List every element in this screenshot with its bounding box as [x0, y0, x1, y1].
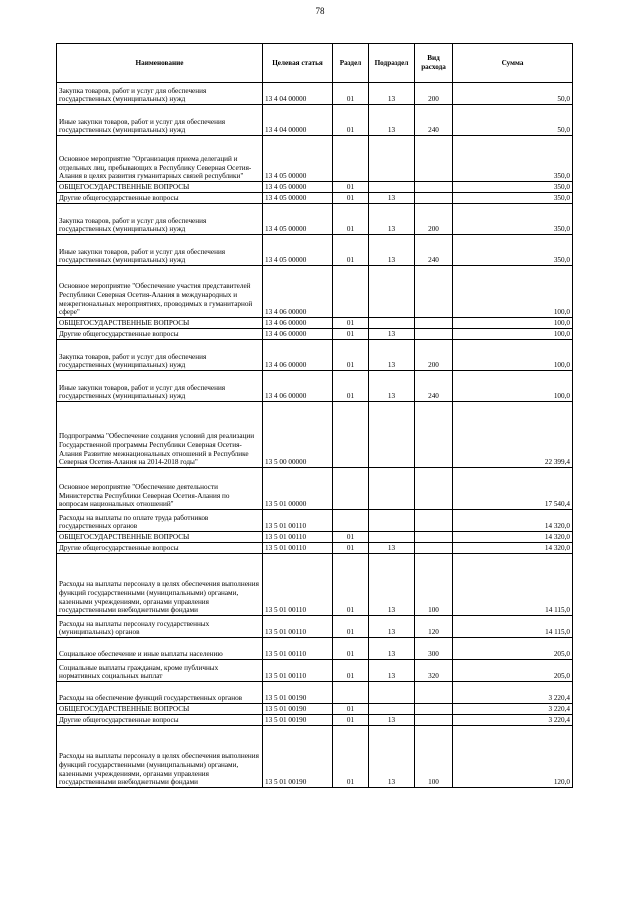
row-expense-type — [415, 510, 453, 532]
row-sum: 3 220,4 — [453, 682, 573, 704]
row-target-code: 13 4 05 00000 — [263, 182, 333, 193]
table-row — [57, 340, 573, 371]
row-section — [333, 402, 369, 468]
row-sum: 100,0 — [453, 318, 573, 329]
row-name: Подпрограмма "Обеспечение создания условий для реализации Государственной программы Республики Северная Осетия-Алания Развитие межнациональных отношений в Республике Северная Осетия-Алания на 2014-2018 годы" — [57, 402, 263, 468]
row-name: Закупка товаров, работ и услуг для обеспечения государственных (муниципальных) нужд — [57, 83, 263, 105]
row-sum: 205,0 — [453, 660, 573, 682]
row-subsection: 13 — [369, 105, 415, 136]
row-expense-type: 200 — [415, 204, 453, 235]
row-name: ОБЩЕГОСУДАРСТВЕННЫЕ ВОПРОСЫ — [57, 532, 263, 543]
row-subsection: 13 — [369, 726, 415, 788]
row-section: 01 — [333, 660, 369, 682]
row-sum: 350,0 — [453, 136, 573, 182]
row-subsection: 13 — [369, 554, 415, 616]
row-sum: 100,0 — [453, 340, 573, 371]
row-subsection: 13 — [369, 235, 415, 266]
row-section: 01 — [333, 329, 369, 340]
row-subsection — [369, 266, 415, 318]
table-row — [57, 193, 573, 204]
row-section: 01 — [333, 726, 369, 788]
row-subsection — [369, 318, 415, 329]
row-section: 01 — [333, 318, 369, 329]
row-subsection: 13 — [369, 371, 415, 402]
table-header-row — [57, 44, 573, 83]
row-expense-type — [415, 182, 453, 193]
header-subsection: Подраздел — [369, 44, 415, 83]
row-name: Иные закупки товаров, работ и услуг для обеспечения государственных (муниципальных) нужд — [57, 371, 263, 402]
row-expense-type — [415, 193, 453, 204]
header-expense-type: Вид расхода — [415, 44, 453, 83]
row-sum: 50,0 — [453, 105, 573, 136]
row-expense-type — [415, 532, 453, 543]
row-expense-type: 100 — [415, 726, 453, 788]
row-name: ОБЩЕГОСУДАРСТВЕННЫЕ ВОПРОСЫ — [57, 704, 263, 715]
row-sum: 17 540,4 — [453, 468, 573, 510]
row-section: 01 — [333, 340, 369, 371]
row-target-code: 13 5 01 00110 — [263, 660, 333, 682]
row-sum: 350,0 — [453, 204, 573, 235]
row-expense-type: 320 — [415, 660, 453, 682]
table-row — [57, 318, 573, 329]
header-code: Целевая статья — [263, 44, 333, 83]
row-expense-type — [415, 402, 453, 468]
row-target-code: 13 5 00 00000 — [263, 402, 333, 468]
row-target-code: 13 5 01 00190 — [263, 715, 333, 726]
row-sum: 120,0 — [453, 726, 573, 788]
row-subsection: 13 — [369, 638, 415, 660]
row-name: Другие общегосударственные вопросы — [57, 543, 263, 554]
table-row — [57, 402, 573, 468]
row-section: 01 — [333, 235, 369, 266]
row-name: Закупка товаров, работ и услуг для обеспечения государственных (муниципальных) нужд — [57, 204, 263, 235]
row-section: 01 — [333, 371, 369, 402]
table-row — [57, 266, 573, 318]
row-section — [333, 136, 369, 182]
row-section: 01 — [333, 543, 369, 554]
row-section: 01 — [333, 638, 369, 660]
row-expense-type — [415, 468, 453, 510]
table-row — [57, 660, 573, 682]
row-sum: 100,0 — [453, 329, 573, 340]
header-section: Раздел — [333, 44, 369, 83]
row-expense-type: 120 — [415, 616, 453, 638]
row-name: Основное мероприятие "Обеспечение деятельности Министерства Республики Северная Осетия-Алания по вопросам национальных отношений" — [57, 468, 263, 510]
row-section: 01 — [333, 715, 369, 726]
table-row — [57, 136, 573, 182]
row-sum: 3 220,4 — [453, 715, 573, 726]
row-expense-type: 100 — [415, 554, 453, 616]
table-row — [57, 554, 573, 616]
row-name: Основное мероприятие "Организация приема делегаций и отдельных лиц, пребывающих в Республику Северная Осетия-Алания в целях развития гуманитарных связей республики" — [57, 136, 263, 182]
row-target-code: 13 4 06 00000 — [263, 329, 333, 340]
table-row — [57, 182, 573, 193]
row-sum: 3 220,4 — [453, 704, 573, 715]
row-expense-type — [415, 704, 453, 715]
row-name: ОБЩЕГОСУДАРСТВЕННЫЕ ВОПРОСЫ — [57, 318, 263, 329]
table-row — [57, 616, 573, 638]
row-target-code: 13 5 01 00110 — [263, 638, 333, 660]
row-target-code: 13 5 01 00190 — [263, 682, 333, 704]
row-section: 01 — [333, 616, 369, 638]
row-name: Расходы на обеспечение функций государственных органов — [57, 682, 263, 704]
row-sum: 14 320,0 — [453, 510, 573, 532]
row-target-code: 13 5 01 00190 — [263, 726, 333, 788]
header-name: Наименование — [57, 44, 263, 83]
row-section — [333, 266, 369, 318]
row-section: 01 — [333, 204, 369, 235]
row-expense-type: 240 — [415, 371, 453, 402]
row-section: 01 — [333, 532, 369, 543]
row-section: 01 — [333, 83, 369, 105]
row-target-code: 13 5 01 00110 — [263, 510, 333, 532]
row-name: Социальное обеспечение и иные выплаты населению — [57, 638, 263, 660]
row-section: 01 — [333, 105, 369, 136]
row-target-code: 13 4 05 00000 — [263, 193, 333, 204]
row-name: Закупка товаров, работ и услуг для обеспечения государственных (муниципальных) нужд — [57, 340, 263, 371]
row-section — [333, 468, 369, 510]
row-subsection — [369, 532, 415, 543]
table-row — [57, 510, 573, 532]
row-name: ОБЩЕГОСУДАРСТВЕННЫЕ ВОПРОСЫ — [57, 182, 263, 193]
row-sum: 14 115,0 — [453, 616, 573, 638]
row-sum: 14 115,0 — [453, 554, 573, 616]
row-name: Социальные выплаты гражданам, кроме публичных нормативных социальных выплат — [57, 660, 263, 682]
table-row — [57, 105, 573, 136]
row-subsection — [369, 510, 415, 532]
row-name: Расходы на выплаты персоналу в целях обеспечения выполнения функций государственными (муниципальными) органами, казенными учреждениями, органами управления государственными внебюджетными фондами — [57, 554, 263, 616]
header-sum: Сумма — [453, 44, 573, 83]
row-target-code: 13 5 01 00000 — [263, 468, 333, 510]
row-target-code: 13 5 01 00110 — [263, 554, 333, 616]
row-subsection — [369, 468, 415, 510]
row-section — [333, 510, 369, 532]
row-subsection: 13 — [369, 616, 415, 638]
row-expense-type — [415, 318, 453, 329]
row-section — [333, 682, 369, 704]
row-section: 01 — [333, 704, 369, 715]
row-expense-type: 200 — [415, 340, 453, 371]
row-subsection: 13 — [369, 660, 415, 682]
row-expense-type: 200 — [415, 83, 453, 105]
table-row — [57, 543, 573, 554]
row-subsection: 13 — [369, 83, 415, 105]
row-subsection — [369, 136, 415, 182]
row-sum: 205,0 — [453, 638, 573, 660]
row-sum: 22 399,4 — [453, 402, 573, 468]
row-sum: 350,0 — [453, 193, 573, 204]
row-subsection: 13 — [369, 204, 415, 235]
row-target-code: 13 4 06 00000 — [263, 340, 333, 371]
row-name: Другие общегосударственные вопросы — [57, 329, 263, 340]
row-name: Другие общегосударственные вопросы — [57, 193, 263, 204]
row-expense-type: 240 — [415, 235, 453, 266]
row-target-code: 13 4 05 00000 — [263, 204, 333, 235]
row-subsection — [369, 182, 415, 193]
row-name: Расходы на выплаты персоналу государственных (муниципальных) органов — [57, 616, 263, 638]
table-row — [57, 532, 573, 543]
row-sum: 350,0 — [453, 235, 573, 266]
table-row — [57, 329, 573, 340]
table-row — [57, 715, 573, 726]
row-expense-type — [415, 715, 453, 726]
row-target-code: 13 4 04 00000 — [263, 105, 333, 136]
row-expense-type — [415, 682, 453, 704]
row-subsection: 13 — [369, 340, 415, 371]
table-row — [57, 726, 573, 788]
row-section: 01 — [333, 554, 369, 616]
page-number: 78 — [315, 6, 325, 16]
row-target-code: 13 4 06 00000 — [263, 371, 333, 402]
row-expense-type: 240 — [415, 105, 453, 136]
row-subsection: 13 — [369, 543, 415, 554]
row-target-code: 13 4 05 00000 — [263, 235, 333, 266]
row-name: Иные закупки товаров, работ и услуг для обеспечения государственных (муниципальных) нужд — [57, 105, 263, 136]
row-sum: 100,0 — [453, 266, 573, 318]
row-name: Другие общегосударственные вопросы — [57, 715, 263, 726]
budget-table — [56, 43, 573, 788]
table-row — [57, 83, 573, 105]
row-name: Иные закупки товаров, работ и услуг для обеспечения государственных (муниципальных) нужд — [57, 235, 263, 266]
row-sum: 100,0 — [453, 371, 573, 402]
row-section: 01 — [333, 193, 369, 204]
row-target-code: 13 4 05 00000 — [263, 136, 333, 182]
table-row — [57, 235, 573, 266]
table-row — [57, 704, 573, 715]
table-row — [57, 371, 573, 402]
row-target-code: 13 5 01 00110 — [263, 616, 333, 638]
row-target-code: 13 5 01 00110 — [263, 543, 333, 554]
table-row — [57, 468, 573, 510]
row-subsection — [369, 682, 415, 704]
table-body — [57, 83, 573, 788]
row-sum: 350,0 — [453, 182, 573, 193]
row-name: Расходы на выплаты по оплате труда работников государственных органов — [57, 510, 263, 532]
row-sum: 50,0 — [453, 83, 573, 105]
table-row — [57, 682, 573, 704]
row-sum: 14 320,0 — [453, 543, 573, 554]
row-target-code: 13 4 06 00000 — [263, 266, 333, 318]
row-target-code: 13 4 04 00000 — [263, 83, 333, 105]
row-subsection: 13 — [369, 329, 415, 340]
row-expense-type — [415, 266, 453, 318]
row-expense-type: 300 — [415, 638, 453, 660]
row-name: Расходы на выплаты персоналу в целях обеспечения выполнения функций государственными (муниципальными) органами, казенными учреждениями, органами управления государственными внебюджетными фондами — [57, 726, 263, 788]
row-target-code: 13 5 01 00190 — [263, 704, 333, 715]
row-expense-type — [415, 329, 453, 340]
table-row — [57, 204, 573, 235]
row-target-code: 13 5 01 00110 — [263, 532, 333, 543]
row-target-code: 13 4 06 00000 — [263, 318, 333, 329]
table-row — [57, 638, 573, 660]
row-subsection — [369, 402, 415, 468]
row-subsection: 13 — [369, 715, 415, 726]
row-section: 01 — [333, 182, 369, 193]
row-subsection — [369, 704, 415, 715]
row-expense-type — [415, 543, 453, 554]
row-subsection: 13 — [369, 193, 415, 204]
row-expense-type — [415, 136, 453, 182]
row-name: Основное мероприятие "Обеспечение участия представителей Республики Северная Осетия-Алания в международных и межрегиональных мероприятиях, проводимых в гуманитарной сфере" — [57, 266, 263, 318]
row-sum: 14 320,0 — [453, 532, 573, 543]
